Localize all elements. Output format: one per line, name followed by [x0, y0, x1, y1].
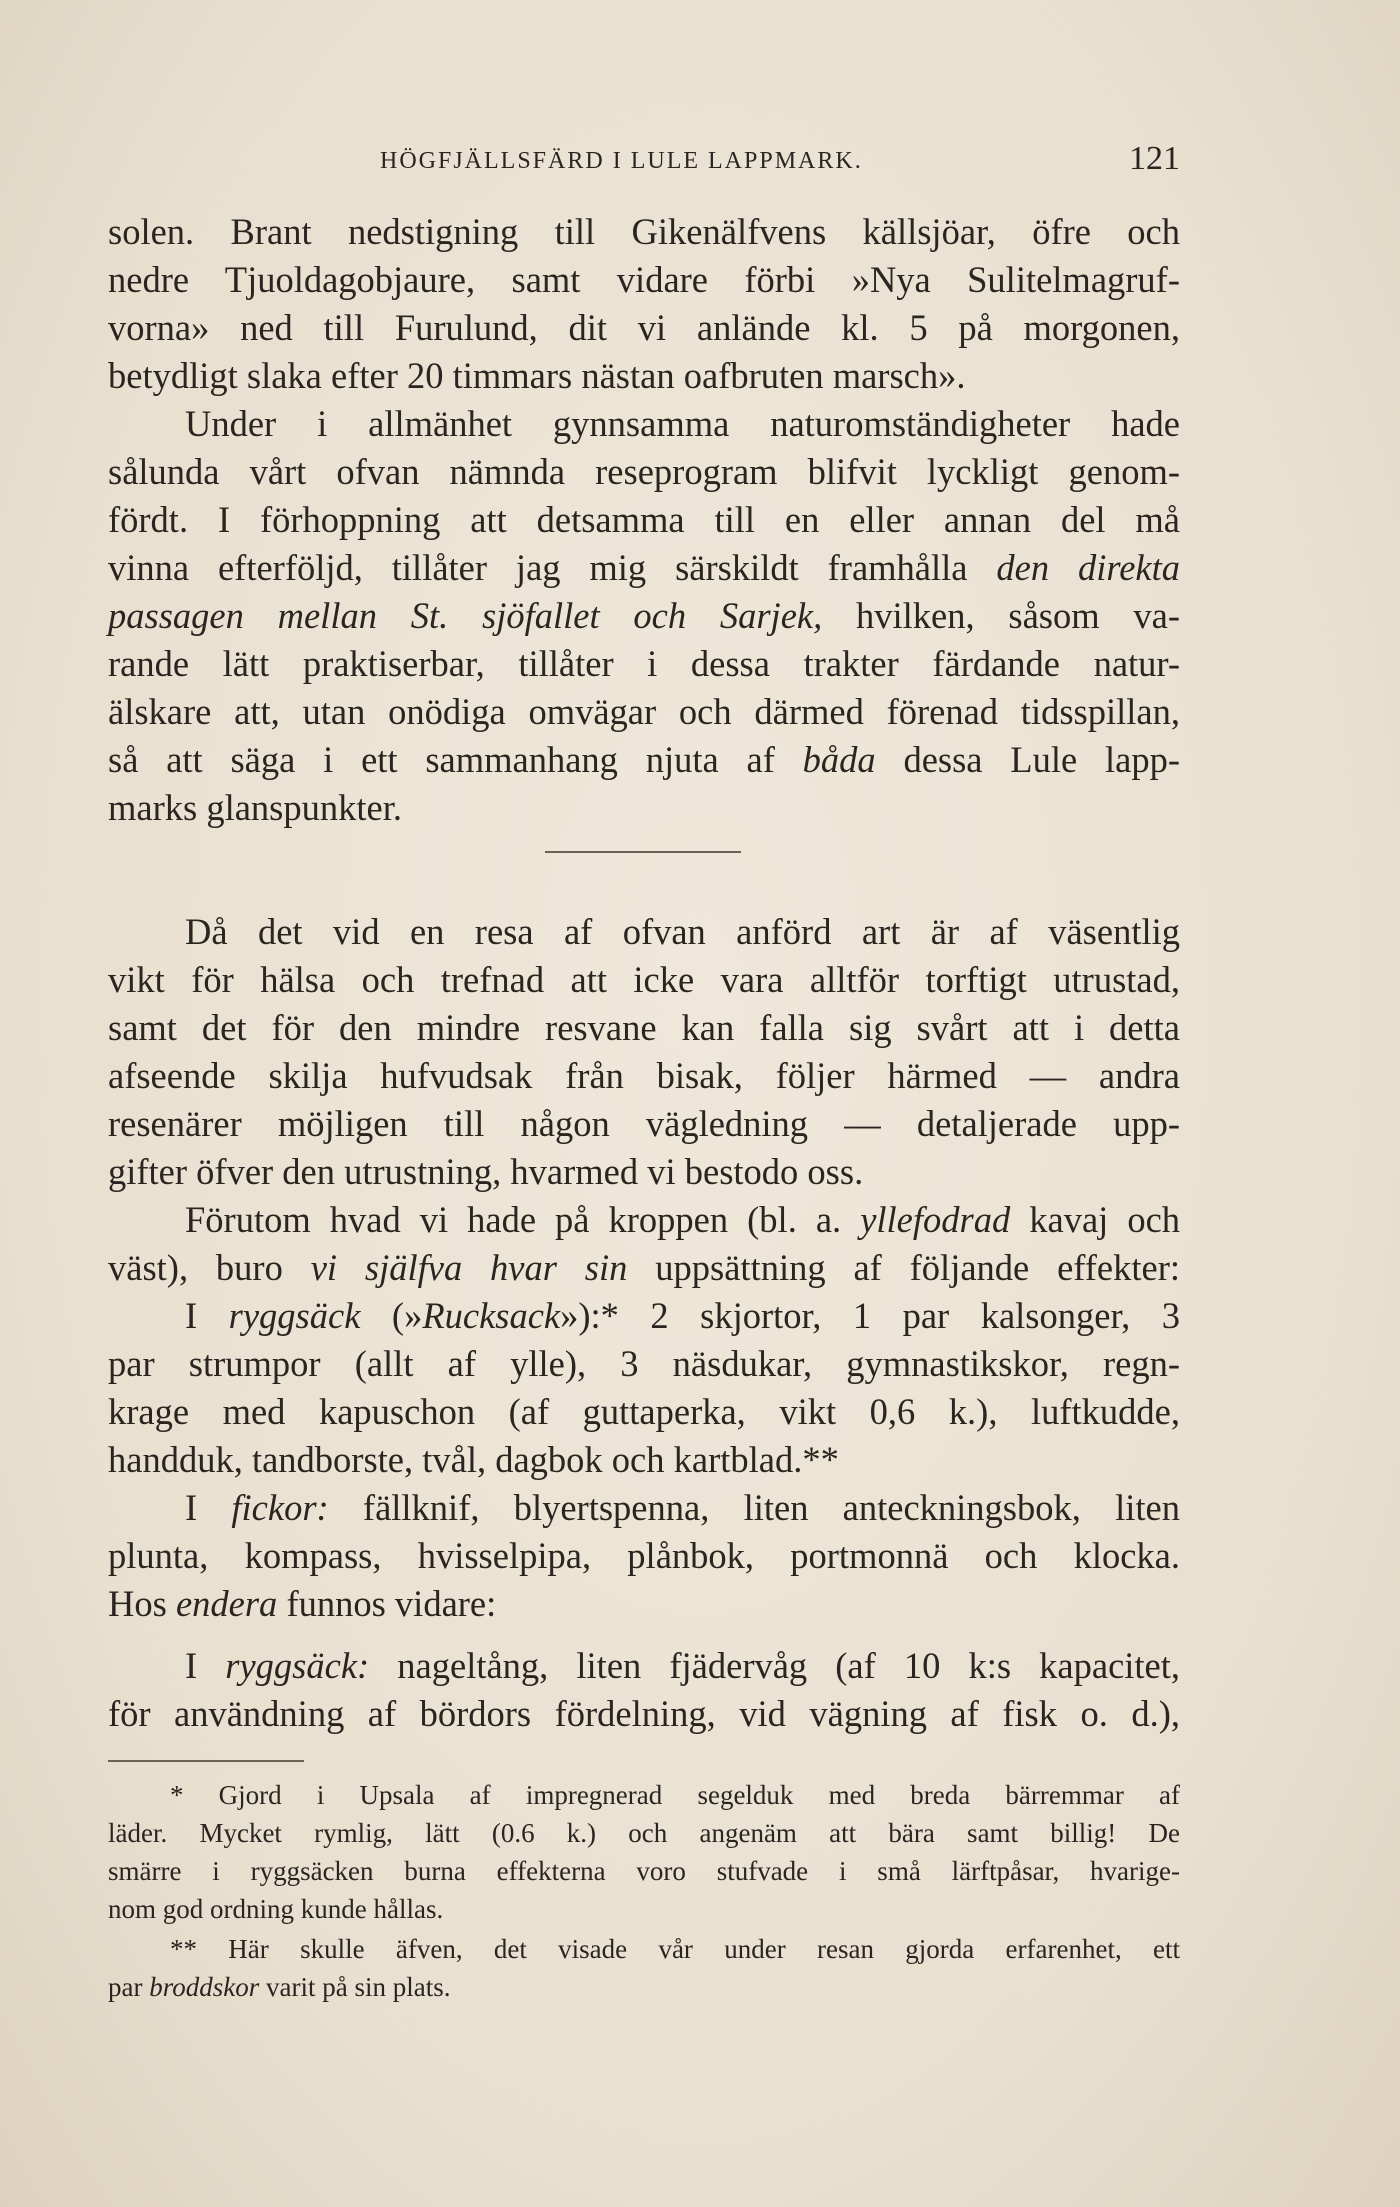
text-span: (»	[391, 1295, 423, 1336]
text-line	[108, 1292, 1180, 1340]
text-line: nedre Tjuoldagobjaure, samt vidare förbi »Nya Sulitelmagruf-	[108, 259, 1180, 300]
text-span: uppsättning af följande effekter:	[655, 1247, 1181, 1288]
emphasis-text: endera	[175, 1583, 278, 1624]
text-line: fördt. I förhoppning att detsamma till en eller annan del må	[108, 499, 1180, 540]
text-span: fällknif, blyertspenna, liten anteckningsbok, liten	[362, 1487, 1180, 1528]
emphasis-text: ryggsäck:	[225, 1645, 370, 1686]
text-line: marks glanspunkter.	[108, 787, 402, 828]
text-span: väst), buro	[108, 1247, 283, 1288]
footnote-line: läder. Mycket rymlig, lätt (0.6 k.) och angenäm att bära samt billig! De	[108, 1818, 1180, 1848]
section-divider	[545, 851, 741, 853]
text-span: Hos	[108, 1583, 167, 1624]
emphasis-text: Rucksack	[422, 1295, 561, 1336]
text-line: resenärer möjligen till någon vägledning — detaljerade upp-	[108, 1103, 1180, 1144]
running-title: HÖGFJÄLLSFÄRD I LULE LAPPMARK.	[380, 148, 863, 174]
text-line: betydligt slaka efter 20 timmars nästan oafbruten marsch».	[108, 355, 966, 396]
text-line: solen. Brant nedstigning till Gikenälfvens källsjöar, öfre och	[108, 211, 1180, 252]
text-line: Under i allmänhet gynnsamma naturomständigheter hade	[185, 403, 1180, 444]
text-line: älskare att, utan onödiga omvägar och därmed förenad tidsspillan,	[108, 691, 1180, 732]
text-line: rande lätt praktiserbar, tillåter i dessa trakter färdande natur-	[108, 643, 1180, 684]
emphasis-text: båda	[802, 739, 876, 780]
footnote-line: * Gjord i Upsala af impregnerad segelduk med breda bärremmar af	[170, 1780, 1180, 1810]
footnote-line	[108, 1968, 1180, 2006]
text-line: gifter öfver den utrustning, hvarmed vi bestodo oss.	[108, 1151, 864, 1192]
text-line	[108, 1580, 1180, 1628]
text-span: I	[185, 1487, 198, 1528]
emphasis-text: den direkta	[996, 547, 1180, 588]
text-span: I	[185, 1645, 198, 1686]
text-span: så att säga i ett sammanhang njuta af	[108, 739, 775, 780]
text-span: »):* 2 skjortor, 1 par kalsonger, 3	[560, 1295, 1181, 1336]
emphasis-text: broddskor	[149, 1972, 260, 2002]
text-line	[108, 1244, 1180, 1292]
text-span: kavaj och	[1029, 1199, 1181, 1240]
emphasis-text: passagen mellan St. sjöfallet och Sarjek,	[108, 595, 823, 636]
text-line: vikt för hälsa och trefnad att icke vara alltför torftigt utrustad,	[108, 959, 1180, 1000]
text-line	[108, 1196, 1180, 1244]
text-line	[108, 736, 1180, 784]
text-line: par strumpor (allt af ylle), 3 näsdukar, gymnastikskor, regn-	[108, 1343, 1180, 1384]
text-line: sålunda vårt ofvan nämnda reseprogram blifvit lyckligt genom-	[108, 451, 1180, 492]
text-span: funnos vidare:	[286, 1583, 497, 1624]
footnote-line: ** Här skulle äfven, det visade vår under resan gjorda erfarenhet, ett	[170, 1934, 1180, 1964]
emphasis-text: fickor:	[231, 1487, 329, 1528]
text-line: Då det vid en resa af ofvan anförd art är af väsentlig	[185, 911, 1180, 952]
text-line	[108, 1484, 1180, 1532]
page-header	[108, 140, 1180, 180]
text-line	[108, 592, 1180, 640]
text-span: varit på sin plats.	[266, 1972, 451, 2002]
text-span: par	[108, 1972, 143, 2002]
text-span: Förutom hvad vi hade på kroppen (bl. a.	[185, 1199, 842, 1240]
text-line: samt det för den mindre resvane kan falla sig svårt att i detta	[108, 1007, 1180, 1048]
text-line: för användning af bördors fördelning, vid vägning af fisk o. d.),	[108, 1693, 1180, 1734]
text-span: vinna efterföljd, tillåter jag mig särskildt framhålla	[108, 547, 968, 588]
text-span: nageltång, liten fjädervåg (af 10 k:s kapacitet,	[397, 1645, 1181, 1686]
text-span: dessa Lule lapp-	[903, 739, 1180, 780]
text-span: I	[185, 1295, 198, 1336]
emphasis-text: ryggsäck	[228, 1295, 361, 1336]
text-line: vorna» ned till Furulund, dit vi anlände kl. 5 på morgonen,	[108, 307, 1180, 348]
text-line: krage med kapuschon (af guttaperka, vikt 0,6 k.), luftkudde,	[108, 1391, 1180, 1432]
footnote-line: smärre i ryggsäcken burna effekterna voro stufvade i små lärftpåsar, hvarige-	[108, 1856, 1180, 1886]
footnote-divider	[108, 1760, 304, 1762]
emphasis-text: vi själfva hvar sin	[310, 1247, 628, 1288]
text-span: hvilken, såsom va-	[856, 595, 1180, 636]
emphasis-text: yllefodrad	[860, 1199, 1011, 1240]
footnote-line: nom god ordning kunde hållas.	[108, 1894, 444, 1924]
text-line: handduk, tandborste, tvål, dagbok och kartblad.**	[108, 1439, 839, 1480]
text-line	[108, 1642, 1180, 1690]
page-number: 121	[1129, 140, 1180, 177]
text-line: plunta, kompass, hvisselpipa, plånbok, portmonnä och klocka.	[108, 1535, 1180, 1576]
text-line	[108, 544, 1180, 592]
text-line: afseende skilja hufvudsak från bisak, följer härmed — andra	[108, 1055, 1180, 1096]
